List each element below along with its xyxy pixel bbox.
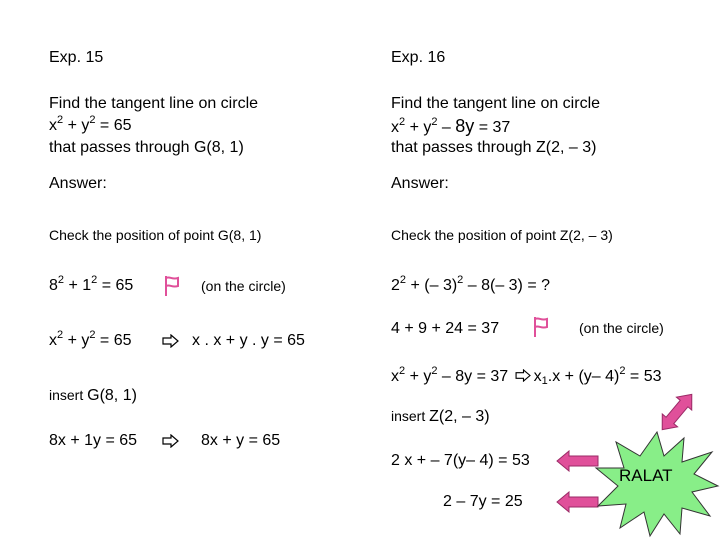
- right-step1: 2 x + – 7(y– 4) = 53: [391, 452, 530, 469]
- right-answer: Answer:: [391, 175, 449, 192]
- left-step1: 8x + 1y = 65: [49, 432, 138, 449]
- right-title: Exp. 16: [391, 49, 446, 66]
- right-formula: $x^2 + y^2 - 8y = 37$ $x_1.x + (y-$ 4)$^2$ = 53: [391, 365, 662, 387]
- right-problem-line3: that passes through Z(2, – 3): [391, 139, 597, 156]
- arrow-right-icon: [162, 434, 180, 448]
- flag-icon: [533, 316, 549, 338]
- left-formula: $x^2 + y^2 = 65$: [49, 329, 132, 349]
- flag-icon: [164, 275, 180, 297]
- right-check: Check the position of point Z(2, – 3): [391, 227, 613, 243]
- left-insert: insert G(8, 1): [49, 387, 137, 404]
- right-problem-line1: Find the tangent line on circle: [391, 95, 601, 112]
- left-problem-line1: Find the tangent line on circle: [49, 95, 259, 112]
- right-insert: insert Z(2, – 3): [391, 408, 490, 425]
- ralat-badge: RALAT: [619, 466, 673, 485]
- left-calc-note: (on the circle): [201, 278, 286, 294]
- left-step2: 8x + y = 65: [201, 432, 281, 449]
- right-problem-line2: $x^2 + y^2 - 8y = 37$: [391, 116, 511, 136]
- right-calc: $2^2$ + (– 3)$^2$ – 8(– 3) = ?: [391, 274, 551, 294]
- left-check: Check the position of point G(8, 1): [49, 227, 262, 243]
- right-calc2-note: (on the circle): [579, 320, 664, 336]
- arrow-right-icon: [162, 334, 180, 348]
- left-answer: Answer:: [49, 175, 107, 192]
- right-step2: 2 – 7y = 25: [443, 493, 523, 510]
- left-problem-line2: $x^2 + y^2 = 65$: [49, 114, 132, 134]
- left-title: Exp. 15: [49, 49, 104, 66]
- left-problem-line3: that passes through G(8, 1): [49, 139, 244, 156]
- left-formula-result: x . x + y . y = 65: [192, 332, 305, 349]
- arrow-right-icon: [515, 369, 532, 382]
- left-calc: $8^2 + 1^2 = 65$: [49, 274, 134, 294]
- right-calc2: 4 + 9 + 24 = 37: [391, 320, 500, 337]
